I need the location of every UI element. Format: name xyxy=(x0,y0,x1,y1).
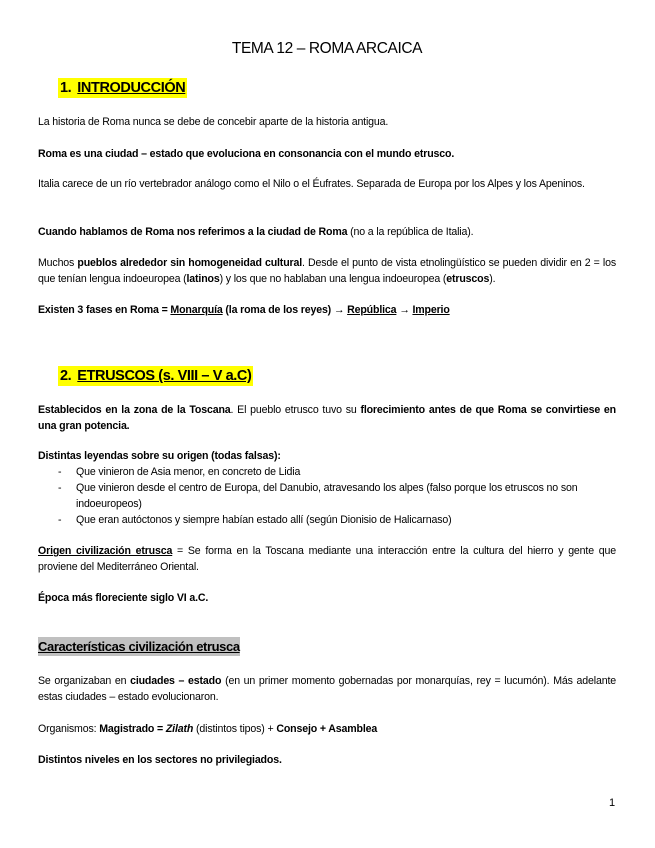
bold-text: pueblos alrededor sin homogeneidad cultural xyxy=(77,257,303,269)
page-title: TEMA 12 – ROMA ARCAICA xyxy=(231,40,423,57)
section-number: 2. xyxy=(60,368,72,384)
section-title: INTRODUCCIÓN xyxy=(77,80,186,96)
page-number: 1 xyxy=(609,797,615,809)
bold-italic-text: Zilath xyxy=(165,723,194,735)
arrow-icon: → xyxy=(333,304,345,316)
paragraph-phases xyxy=(38,302,616,318)
text: ). xyxy=(489,273,496,285)
dash-bullet: - xyxy=(58,482,62,494)
paragraph: La historia de Roma nunca se debe de concebir aparte de la historia antigua. xyxy=(38,116,389,128)
text: . Desde el punto de vista etnolingüístico se pueden dividir en 2 = los que tenían lengua indoeuropea ( xyxy=(38,257,616,285)
phase-republica: República xyxy=(347,304,397,316)
text: . El pueblo etrusco tuvo su xyxy=(230,404,361,416)
text: (no a la república de Italia). xyxy=(347,226,474,238)
bold-text: Consejo + Asamblea xyxy=(276,723,378,735)
paragraph xyxy=(38,224,616,240)
text: ) y los que no hablaban una lengua indoeuropea ( xyxy=(219,273,447,285)
paragraph xyxy=(38,255,616,287)
paragraph xyxy=(38,673,616,705)
bold-text: Cuando hablamos de Roma nos referimos a la ciudad de Roma xyxy=(38,226,348,238)
text: (distintos tipos) + xyxy=(193,723,277,735)
legends-list xyxy=(38,464,616,528)
arrow-icon: → xyxy=(399,304,410,316)
bold-text: Establecidos en la zona de la Toscana xyxy=(38,404,231,416)
bold-text: Magistrado = xyxy=(99,723,166,735)
list-item-text: Que vinieron de Asia menor, en concreto de Lidia xyxy=(76,466,301,478)
paragraph xyxy=(38,721,616,737)
list-item xyxy=(38,464,616,480)
text: Existen 3 fases en Roma = xyxy=(38,304,171,316)
text: (en un primer momento gobernadas por monarquías, rey = lucumón). Más adelante estas ciudades – estado evolucionaron. xyxy=(38,675,616,703)
section-title: ETRUSCOS (s. VIII – V a.C) xyxy=(77,368,252,384)
section-number: 1. xyxy=(60,80,72,96)
paragraph xyxy=(38,402,616,434)
bold-text: Origen civilización etrusca xyxy=(38,545,173,557)
paragraph: Italia carece de un río vertebrador análogo como el Nilo o el Éufrates. Separada de Europa por los Alpes y los Apeninos. xyxy=(38,178,585,190)
paragraph-bold: Época más floreciente siglo VI a.C. xyxy=(38,592,209,604)
list-item-text: Que eran autóctonos y siempre habían estado allí (según Dionisio de Halicarnaso) xyxy=(76,514,452,526)
text: Se organizaban en xyxy=(38,675,131,687)
bold-text: florecimiento antes de que Roma se convirtiese en una gran potencia. xyxy=(38,404,616,432)
phase-imperio: Imperio xyxy=(412,304,450,316)
text: (la roma de los reyes) xyxy=(222,304,334,316)
list-item-text: Que vinieron desde el centro de Europa, del Danubio, atravesando los alpes (falso porque los etruscos no son indoeuropeos) xyxy=(76,482,578,510)
text: = Se forma en la Toscana mediante una interacción entre la cultura del hierro y gente que proviene del Mediterráneo Oriental. xyxy=(38,545,616,573)
dash-bullet: - xyxy=(58,514,62,526)
section-heading-introduccion xyxy=(58,78,187,98)
dash-bullet: - xyxy=(58,466,62,478)
legends-heading: Distintas leyendas sobre su origen (todas falsas): xyxy=(38,450,281,462)
paragraph-bold: Distintos niveles en los sectores no privilegiados. xyxy=(38,754,282,766)
bold-text: ciudades – estado xyxy=(130,675,222,687)
bold-text: etruscos xyxy=(446,273,490,285)
phase-monarquia: Monarquía xyxy=(170,304,223,316)
section-heading-etruscos xyxy=(58,366,253,386)
bold-text: latinos xyxy=(186,273,220,285)
text: Organismos: xyxy=(38,723,100,735)
list-item xyxy=(38,512,616,528)
subsection-heading-caracteristicas: Características civilización etrusca xyxy=(38,639,240,654)
text: Muchos xyxy=(38,257,78,269)
list-item xyxy=(38,480,616,512)
paragraph xyxy=(38,543,616,575)
paragraph-bold: Roma es una ciudad – estado que evoluciona en consonancia con el mundo etrusco. xyxy=(38,148,455,160)
